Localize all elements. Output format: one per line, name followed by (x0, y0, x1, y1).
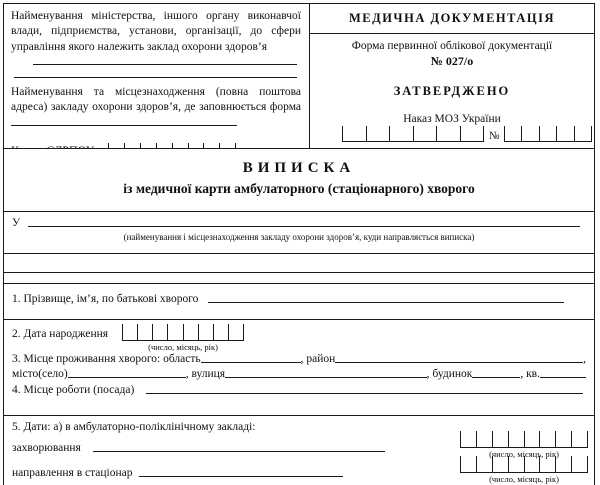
birth-date-field (122, 324, 244, 352)
apt-blank (540, 377, 586, 378)
addressee-blank-line (28, 226, 580, 227)
street-label: , вулиця (185, 368, 226, 380)
work-label: 4. Місце роботи (посада) (12, 384, 135, 396)
referral-date-field (460, 456, 588, 484)
dates-section-label: 5. Дати: а) в амбулаторно-поліклінічному закладі: (12, 421, 256, 433)
header-left-cell (4, 4, 310, 148)
facility-blank-line (11, 115, 237, 126)
patient-name-row (3, 283, 595, 320)
residence-line-comma: , (583, 353, 586, 365)
apt-label: , кв. (520, 368, 540, 380)
birth-date-caption: (число, місяць, рік) (148, 342, 218, 352)
patient-name-label: 1. Прізвище, ім’я, по батькові хворого (12, 293, 199, 305)
form-type-label: Форма первинної облікової документації (351, 40, 553, 52)
work-blank (146, 393, 583, 394)
building-blank (472, 377, 520, 378)
spacer-row (3, 253, 595, 273)
residence-line-1 (12, 353, 586, 365)
addressee-caption: (найменування і місцезнаходження закладу охорони здоров’я, куди направляється виписка) (123, 232, 475, 242)
header-divider-line (310, 33, 594, 34)
district-blank (335, 362, 583, 363)
residence-line-2 (12, 368, 586, 380)
approved-label: ЗАТВЕРДЖЕНО (393, 84, 511, 98)
order-fields-row (342, 126, 592, 142)
addressee-row (3, 211, 595, 254)
document-title: ВИПИСКА (242, 160, 356, 176)
facility-label-wrap (11, 85, 301, 132)
header-right-cell (310, 4, 594, 148)
illness-date-field (460, 431, 588, 459)
illness-blank (93, 451, 385, 452)
work-line (12, 384, 586, 396)
city-label: місто(село) (12, 368, 68, 380)
referral-date-caption: (число, місяць, рік) (489, 474, 559, 484)
facility-label: Найменування та місцезнаходження (повна поштова адреса) закладу охорони здоров’я, де заповнюється форма (11, 85, 301, 114)
form-number: № 027/о (430, 54, 474, 68)
ministry-blank-line-1 (33, 64, 297, 65)
form-body (3, 3, 595, 485)
illness-date-cells (460, 431, 588, 448)
order-number-sign: № (489, 130, 500, 142)
document-subtitle: із медичної карти амбулаторного (стаціонарного) хворого (123, 181, 475, 196)
referral-label: направлення в стаціонар (12, 467, 133, 479)
birth-date-label: 2. Дата народження (12, 328, 109, 340)
patient-name-blank (208, 302, 564, 303)
birth-date-line (12, 324, 586, 352)
dates-section-row (3, 415, 595, 485)
ministry-blank-line-2 (14, 77, 297, 78)
referral-blank (139, 476, 343, 477)
illness-label: захворювання (12, 442, 81, 454)
birth-date-cells (122, 324, 244, 341)
moz-order-label: Наказ МОЗ України (403, 113, 501, 125)
street-blank (225, 377, 427, 378)
title-row (3, 148, 595, 212)
residence-label: 3. Місце проживання хворого: область (12, 353, 201, 365)
order-date-cells (342, 126, 484, 142)
medical-documentation-title: МЕДИЧНА ДОКУМЕНТАЦІЯ (348, 11, 556, 25)
city-blank (68, 377, 186, 378)
header-row (3, 3, 595, 149)
ministry-label: Найменування міністерства, іншого органу виконавчої влади, підприємства, установи, організації, до сфери управління якого належить заклад охорони здоров’я (11, 10, 301, 53)
patient-details-row (3, 319, 595, 416)
oblast-blank (201, 362, 301, 363)
referral-date-cells (460, 456, 588, 473)
addressee-prefix: У (12, 217, 21, 229)
order-number-cells (504, 126, 593, 142)
building-label: , будинок (426, 368, 473, 380)
illness-date-caption: (число, місяць, рік) (489, 449, 559, 459)
district-label: , район (300, 353, 336, 365)
